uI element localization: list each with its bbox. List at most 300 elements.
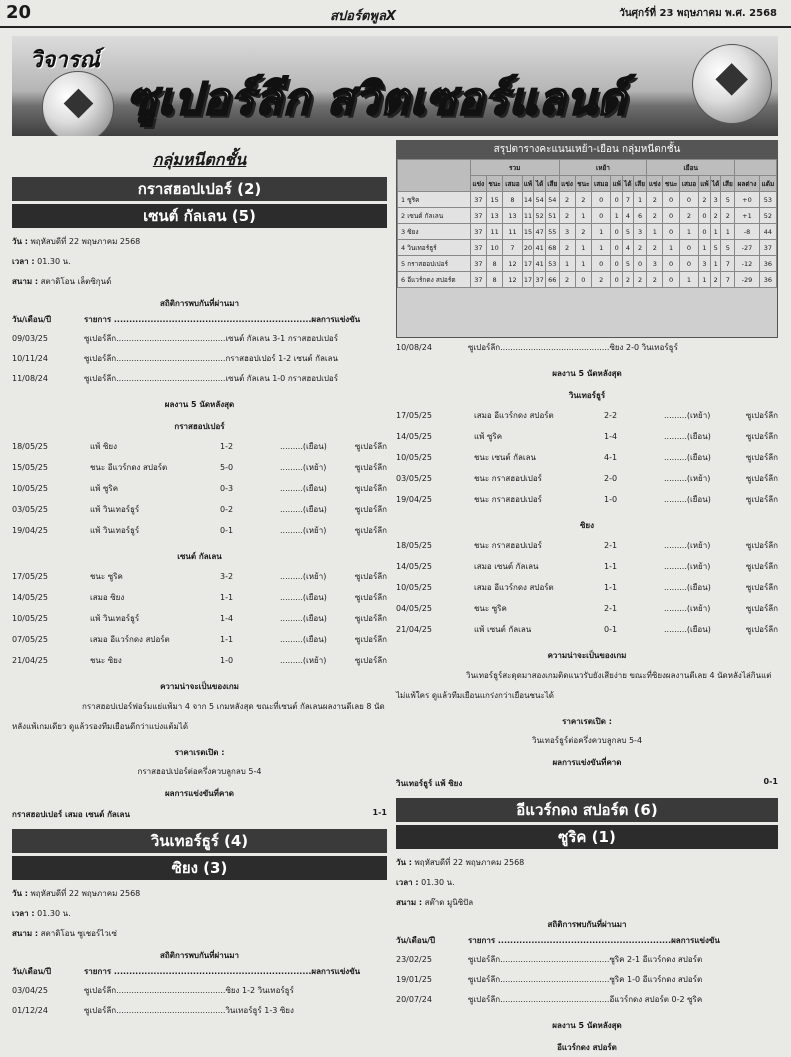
standings-cell: 8 — [486, 256, 503, 272]
form-opponent: ชนะ เซนต์ กัลเลน — [474, 453, 536, 462]
standings-cell: 11 — [486, 224, 503, 240]
standings-cell: 7 — [503, 240, 522, 256]
standings-cell: 0 — [592, 256, 611, 272]
standings-cell: 37 — [470, 256, 486, 272]
standings-cell: 5 — [721, 192, 735, 208]
standings-cell: 11 — [522, 208, 534, 224]
h2h-date: 11/08/24 — [12, 374, 48, 383]
standings-cell: 53 — [545, 256, 559, 272]
form-score: 0-1 — [220, 526, 234, 535]
standings-cell: 13 — [486, 208, 503, 224]
form-score: 5-0 — [220, 463, 234, 472]
standings-cell: 1 — [559, 256, 575, 272]
standings-col-header: เสีย — [545, 176, 559, 192]
form-title: ผลงาน 5 นัดหลังสุด — [552, 369, 622, 378]
form-score: 1-2 — [220, 442, 234, 451]
standings-cell: 3 — [647, 256, 663, 272]
standings-cell: 2 — [647, 272, 663, 288]
match-venue: สนาม : สตาดิโอน ซูเชอร์ไวเซ่ — [12, 929, 117, 938]
form-score: 3-2 — [220, 572, 234, 581]
standings-cell: 2 — [592, 272, 611, 288]
standings-cell: 54 — [534, 192, 546, 208]
standings-cell: 0 — [699, 224, 711, 240]
football-icon — [42, 71, 114, 136]
form-competition: ซูเปอร์ลีก — [354, 635, 387, 644]
standings-col-header: ชนะ — [575, 176, 592, 192]
standings-cell: 0 — [592, 192, 611, 208]
home-team-bar: วินเทอร์ธูร์ (4) — [12, 829, 387, 853]
standings-cell: 17 — [522, 272, 534, 288]
form-venue: .........(เยือน) — [280, 505, 327, 514]
form-opponent: ชนะ กราสฮอปเปอร์ — [474, 474, 542, 483]
predict-title: ผลการแข่งขันที่คาด — [164, 789, 234, 798]
standings-cell: 44 — [759, 224, 776, 240]
form-competition: ซูเปอร์ลีก — [354, 572, 387, 581]
standings-cell: 4 — [623, 240, 634, 256]
standings-cell: 52 — [534, 208, 546, 224]
form-date: 17/05/25 — [396, 411, 432, 420]
form-row — [12, 608, 387, 629]
form-row — [12, 478, 387, 499]
form-date: 21/04/25 — [396, 625, 432, 634]
standings-col-header: ได้ — [534, 176, 546, 192]
page-header — [0, 0, 791, 28]
form-venue: .........(เหย้า) — [280, 656, 327, 665]
h2h-header: วัน/เดือน/ปี รายการ .................................................................ผลการแข่งขัน — [12, 967, 361, 976]
form-score: 0-1 — [604, 625, 618, 634]
standings-cell: 2 — [710, 272, 721, 288]
h2h-row — [396, 338, 778, 358]
form-competition: ซูเปอร์ลีก — [745, 453, 778, 462]
standings-cell: 17 — [522, 256, 534, 272]
odds-title: ราคาเรตเปิด : — [562, 717, 612, 726]
standings-cell: 1 — [721, 224, 735, 240]
form-title: ผลงาน 5 นัดหลังสุด — [552, 1021, 622, 1030]
form-competition: ซูเปอร์ลีก — [745, 604, 778, 613]
form-competition: ซูเปอร์ลีก — [354, 505, 387, 514]
standings-cell: 7 — [721, 272, 735, 288]
standings-col-header: แพ้ — [611, 176, 623, 192]
standings-title: สรุปตารางคะแนนเหย้า-เยือน กลุ่มหนีตกชั้น — [397, 141, 777, 159]
form-row — [396, 489, 778, 510]
form-venue: .........(เยือน) — [664, 583, 711, 592]
h2h-row — [12, 349, 387, 369]
standings-table — [396, 140, 778, 338]
team-form-name: วินเทอร์ธูร์ — [568, 391, 606, 400]
form-date: 19/04/25 — [12, 526, 48, 535]
standings-cell: 41 — [534, 256, 546, 272]
standings-group-header: รวม — [470, 160, 559, 176]
standings-cell: 7 — [721, 256, 735, 272]
standings-cell: 0 — [592, 208, 611, 224]
standings-cell: 37 — [470, 208, 486, 224]
form-row — [12, 566, 387, 587]
standings-cell: 1 — [611, 208, 623, 224]
away-team-bar: ซิยง (3) — [12, 856, 387, 880]
form-competition: ซูเปอร์ลีก — [745, 625, 778, 634]
form-row — [12, 587, 387, 608]
standings-col-header: แต้ม — [759, 176, 776, 192]
form-opponent: เสมอ อีแวร์กดง สปอร์ต — [474, 583, 554, 592]
form-date: 10/05/25 — [12, 614, 48, 623]
standings-cell: 37 — [534, 272, 546, 288]
standings-cell: 0 — [663, 208, 680, 224]
form-row — [12, 520, 387, 541]
standings-cell: 0 — [611, 192, 623, 208]
standings-cell: 0 — [679, 192, 698, 208]
standings-cell: 1 — [633, 192, 647, 208]
standings-cell: 52 — [759, 208, 776, 224]
odds-text: วินเทอร์ธูร์ต่อครึ่งควบลูกลบ 5-4 — [531, 736, 643, 745]
form-opponent: แพ้ เซนต์ กัลเลน — [474, 625, 532, 634]
form-date: 14/05/25 — [396, 562, 432, 571]
form-date: 14/05/25 — [396, 432, 432, 441]
standings-cell: 3 — [699, 256, 711, 272]
standings-cell: -12 — [735, 256, 760, 272]
h2h-row — [396, 950, 778, 970]
standings-col-header: เสมอ — [679, 176, 698, 192]
form-competition: ซูเปอร์ลีก — [354, 442, 387, 451]
match-time: เวลา : 01.30 น. — [12, 257, 71, 266]
form-score: 1-1 — [604, 562, 618, 571]
form-opponent: เสมอ ซิยง — [90, 593, 125, 602]
standings-cell: 0 — [633, 256, 647, 272]
standings-cell: 20 — [522, 240, 534, 256]
form-opponent: แพ้ วินเทอร์ธูร์ — [90, 526, 140, 535]
form-date: 15/05/25 — [12, 463, 48, 472]
standings-col-header: เสีย — [721, 176, 735, 192]
standings-cell: 15 — [522, 224, 534, 240]
standings-cell: 10 — [486, 240, 503, 256]
standings-cell: 5 — [623, 256, 634, 272]
h2h-row — [396, 990, 778, 1010]
form-competition: ซูเปอร์ลีก — [745, 432, 778, 441]
standings-cell: -29 — [735, 272, 760, 288]
section-banner — [12, 36, 778, 136]
home-team-bar: กราสฮอปเปอร์ (2) — [12, 177, 387, 201]
standings-cell: 1 — [679, 272, 698, 288]
standings-col-header: เสมอ — [503, 176, 522, 192]
standings-cell: 1 — [699, 272, 711, 288]
form-score: 1-4 — [604, 432, 618, 441]
form-row — [12, 650, 387, 671]
standings-col-header: แข่ง — [559, 176, 575, 192]
h2h-header: วัน/เดือน/ปี รายการ .........................................................ผลการแข่งขัน — [396, 936, 720, 945]
h2h-result: ซูเปอร์ลีก...........................................อีแวร์กดง สปอร์ต 0-2 ซูริค — [468, 995, 703, 1004]
form-opponent: เสมอ อีแวร์กดง สปอร์ต — [474, 411, 554, 420]
standings-cell: 2 — [575, 192, 592, 208]
h2h-result: ซูเปอร์ลีก...........................................ซิยง 1-2 วินเทอร์ธูร์ — [84, 986, 294, 995]
form-date: 18/05/25 — [396, 541, 432, 550]
standings-col-header: ได้ — [623, 176, 634, 192]
h2h-row — [396, 970, 778, 990]
standings-cell: 1 — [592, 224, 611, 240]
form-date: 10/05/25 — [12, 484, 48, 493]
h2h-date: 19/01/25 — [396, 975, 432, 984]
standings-cell: 36 — [759, 272, 776, 288]
form-venue: .........(เหย้า) — [280, 463, 327, 472]
form-opponent: เสมอ อีแวร์กดง สปอร์ต — [90, 635, 170, 644]
standings-cell: 0 — [663, 256, 680, 272]
odds-text: กราสฮอปเปอร์ต่อครึ่งควบลูกลบ 5-4 — [137, 767, 262, 776]
form-date: 10/05/25 — [396, 583, 432, 592]
standings-row — [398, 192, 777, 208]
standings-cell: 2 — [647, 240, 663, 256]
standings-cell: 12 — [503, 256, 522, 272]
standings-col-header: แพ้ — [699, 176, 711, 192]
standings-cell: 14 — [522, 192, 534, 208]
standings-cell: +0 — [735, 192, 760, 208]
standings-cell: -8 — [735, 224, 760, 240]
form-row — [12, 457, 387, 478]
form-competition: ซูเปอร์ลีก — [354, 614, 387, 623]
form-opponent: ชนะ ซูริค — [474, 604, 507, 613]
standings-cell: 0 — [611, 256, 623, 272]
standings-cell: 2 — [721, 208, 735, 224]
standings-cell: 55 — [545, 224, 559, 240]
form-venue: .........(เหย้า) — [280, 526, 327, 535]
standings-cell: 37 — [470, 224, 486, 240]
form-row — [396, 405, 778, 426]
h2h-date: 10/08/24 — [396, 343, 432, 352]
form-venue: .........(เยือน) — [280, 484, 327, 493]
standings-cell: 5 — [721, 240, 735, 256]
form-row — [396, 426, 778, 447]
form-opponent: แพ้ ซิยง — [90, 442, 117, 451]
form-competition: ซูเปอร์ลีก — [745, 411, 778, 420]
match-day: วัน : พฤหัสบดีที่ 22 พฤษภาคม 2568 — [12, 237, 141, 246]
team-form-name: เซนต์ กัลเลน — [177, 552, 222, 561]
h2h-row — [12, 981, 387, 1001]
form-venue: .........(เหย้า) — [664, 541, 711, 550]
standings-cell: 2 — [633, 272, 647, 288]
standings-team: 2 เซนต์ กัลเลน — [398, 208, 471, 224]
form-date: 04/05/25 — [396, 604, 432, 613]
h2h-date: 20/07/24 — [396, 995, 432, 1004]
standings-cell: 3 — [633, 224, 647, 240]
standings-cell: 15 — [486, 192, 503, 208]
form-competition: ซูเปอร์ลีก — [745, 583, 778, 592]
standings-cell: 54 — [545, 192, 559, 208]
banner-subtitle: วิจารณ์ — [30, 48, 100, 73]
match-day: วัน : พฤหัสบดีที่ 22 พฤษภาคม 2568 — [396, 858, 525, 867]
standings-col-header: ชนะ — [663, 176, 680, 192]
form-venue: .........(เหย้า) — [280, 572, 327, 581]
form-competition: ซูเปอร์ลีก — [354, 484, 387, 493]
form-venue: .........(เหย้า) — [664, 604, 711, 613]
standings-cell: 2 — [647, 192, 663, 208]
h2h-date: 09/03/25 — [12, 334, 48, 343]
analysis-text: กราสฮอปเปอร์ฟอร์มแย่แพ้มา 4 จาก 5 เกมหลังสุด ขณะที่เซนต์ กัลเลนผลงานดีเลย 8 นัดหลังแพ้เกมเดียว ดูแล้วรองทีมเยือนดีกว่าแบ่งแต้มได้ — [12, 702, 385, 731]
standings-cell: 41 — [534, 240, 546, 256]
form-competition: ซูเปอร์ลีก — [745, 495, 778, 504]
standings-cell: 2 — [710, 208, 721, 224]
form-row — [12, 499, 387, 520]
form-score: 4-1 — [604, 453, 618, 462]
match-time: เวลา : 01.30 น. — [396, 878, 455, 887]
standings-cell: 5 — [623, 224, 634, 240]
standings-cell: +1 — [735, 208, 760, 224]
standings-cell: 2 — [559, 208, 575, 224]
h2h-result: ซูเปอร์ลีก...........................................ซิยง 2-0 วินเทอร์ธูร์ — [468, 343, 678, 352]
form-score: 1-0 — [604, 495, 618, 504]
standings-cell: 37 — [470, 192, 486, 208]
odds-title: ราคาเรตเปิด : — [174, 748, 225, 757]
form-score: 2-2 — [604, 411, 618, 420]
standings-col-header: ผลต่าง — [735, 176, 760, 192]
form-row — [396, 447, 778, 468]
standings-row — [398, 224, 777, 240]
h2h-result: ซูเปอร์ลีก...........................................ซูริค 1-0 อีแวร์กดง สปอร์ต — [468, 975, 703, 984]
form-date: 03/05/25 — [12, 505, 48, 514]
standings-cell: 0 — [611, 240, 623, 256]
form-opponent: ชนะ ซิยง — [90, 656, 122, 665]
form-row — [396, 619, 778, 640]
h2h-title: สถิติการพบกันที่ผ่านมา — [547, 920, 627, 929]
h2h-result: ซูเปอร์ลีก...........................................เซนต์ กัลเลน 3-1 กราสฮอปเปอร์ — [84, 334, 339, 343]
form-opponent: แพ้ ซูริค — [474, 432, 503, 441]
form-venue: .........(เยือน) — [280, 442, 327, 451]
form-date: 07/05/25 — [12, 635, 48, 644]
form-score: 1-1 — [220, 593, 234, 602]
form-opponent: เสมอ เซนต์ กัลเลน — [474, 562, 539, 571]
match-time: เวลา : 01.30 น. — [12, 909, 71, 918]
h2h-date: 01/12/24 — [12, 1006, 48, 1015]
form-opponent: ชนะ ซูริค — [90, 572, 123, 581]
form-row — [396, 535, 778, 556]
standings-row — [398, 256, 777, 272]
form-score: 0-3 — [220, 484, 234, 493]
form-venue: .........(เยือน) — [280, 593, 327, 602]
match-day: วัน : พฤหัสบดีที่ 22 พฤษภาคม 2568 — [12, 889, 141, 898]
standings-group-header: เหย้า — [559, 160, 647, 176]
form-score: 1-4 — [220, 614, 234, 623]
standings-cell: 0 — [611, 272, 623, 288]
football-icon — [692, 44, 772, 124]
form-venue: .........(เหย้า) — [664, 411, 711, 420]
standings-cell: 8 — [486, 272, 503, 288]
standings-cell: 1 — [647, 224, 663, 240]
h2h-result: ซูเปอร์ลีก...........................................ซูริค 2-1 อีแวร์กดง สปอร์ต — [468, 955, 703, 964]
standings-cell: 13 — [503, 208, 522, 224]
standings-cell: 5 — [710, 240, 721, 256]
h2h-row — [12, 1001, 387, 1021]
h2h-result: ซูเปอร์ลีก...........................................เซนต์ กัลเลน 1-0 กราสฮอปเปอร์ — [84, 374, 339, 383]
form-opponent: ชนะ อีแวร์กดง สปอร์ต — [90, 463, 168, 472]
form-row — [396, 468, 778, 489]
standings-team: 5 กราสฮอปเปอร์ — [398, 256, 471, 272]
standings-cell: 2 — [679, 208, 698, 224]
form-date: 10/05/25 — [396, 453, 432, 462]
h2h-result: ซูเปอร์ลีก...........................................กราสฮอปเปอร์ 1-2 เซนต์ กัลเลน — [84, 354, 339, 363]
standings-col-header: แข่ง — [470, 176, 486, 192]
standings-cell: 6 — [633, 208, 647, 224]
form-score: 2-1 — [604, 541, 618, 550]
standings-cell: 2 — [559, 240, 575, 256]
standings-cell: 1 — [663, 240, 680, 256]
standings-cell: 7 — [623, 192, 634, 208]
standings-cell: 1 — [679, 224, 698, 240]
form-venue: .........(เยือน) — [664, 495, 711, 504]
standings-cell: 37 — [470, 272, 486, 288]
form-title: ผลงาน 5 นัดหลังสุด — [164, 400, 235, 409]
standings-row — [398, 240, 777, 256]
standings-cell: 36 — [759, 256, 776, 272]
standings-cell: 53 — [759, 192, 776, 208]
form-score: 2-0 — [604, 474, 618, 483]
left-column — [12, 140, 387, 1021]
page-number: 20 — [6, 2, 32, 23]
standings-cell: 0 — [679, 256, 698, 272]
team-form-name: ซิยง — [579, 521, 595, 530]
issue-date: วันศุกร์ที่ 23 พฤษภาคม พ.ศ. 2568 — [619, 8, 777, 19]
form-venue: .........(เยือน) — [664, 625, 711, 634]
match-venue: สนาม : สต๊าด มูนิซิปัล — [396, 898, 474, 907]
form-competition: ซูเปอร์ลีก — [354, 593, 387, 602]
h2h-header: วัน/เดือน/ปี รายการ .................................................................ผลการแข่งขัน — [12, 315, 361, 324]
publication-name: สปอร์ตพูลX — [330, 9, 396, 24]
standings-col-header: แข่ง — [647, 176, 663, 192]
standings-team: 1 ซูริค — [398, 192, 471, 208]
banner-title: ซูเปอร์ลีก สวิตเซอร์แลนด์ — [127, 74, 627, 125]
form-opponent: แพ้ วินเทอร์ธูร์ — [90, 505, 140, 514]
standings-cell: 1 — [575, 208, 592, 224]
standings-cell: 3 — [710, 192, 721, 208]
h2h-result: ซูเปอร์ลีก...........................................วินเทอร์ธูร์ 1-3 ซิยง — [84, 1006, 294, 1015]
standings-cell: 2 — [633, 240, 647, 256]
form-row — [396, 577, 778, 598]
standings-cell: 1 — [575, 240, 592, 256]
likely-title: ความน่าจะเป็นของเกม — [160, 682, 239, 691]
standings-cell: 11 — [503, 224, 522, 240]
team-form-name: อีแวร์กดง สปอร์ต — [557, 1043, 617, 1052]
form-competition: ซูเปอร์ลีก — [354, 656, 387, 665]
form-competition: ซูเปอร์ลีก — [745, 562, 778, 571]
away-team-bar: เซนต์ กัลเลน (5) — [12, 204, 387, 228]
form-row — [12, 436, 387, 457]
standings-cell: 1 — [575, 256, 592, 272]
standings-cell: 2 — [559, 192, 575, 208]
form-opponent: แพ้ ซูริค — [90, 484, 119, 493]
prediction: วินเทอร์ธูร์ แพ้ ซิยง 0-1 — [396, 777, 778, 788]
form-row — [12, 629, 387, 650]
form-venue: .........(เยือน) — [280, 635, 327, 644]
standings-team: 3 ซิยง — [398, 224, 471, 240]
form-venue: .........(เหย้า) — [664, 474, 711, 483]
standings-cell: 37 — [470, 240, 486, 256]
standings-cell: 3 — [559, 224, 575, 240]
form-score: 0-2 — [220, 505, 234, 514]
standings-cell: 0 — [663, 272, 680, 288]
away-team-bar: ซูริค (1) — [396, 825, 778, 849]
form-score: 1-1 — [604, 583, 618, 592]
form-competition: ซูเปอร์ลีก — [745, 541, 778, 550]
standings-cell: 2 — [559, 272, 575, 288]
form-date: 14/05/25 — [12, 593, 48, 602]
team-form-name: กราสฮอปเปอร์ — [174, 422, 225, 431]
standings-cell: 51 — [545, 208, 559, 224]
h2h-date: 10/11/24 — [12, 354, 48, 363]
standings-col-header: ชนะ — [486, 176, 503, 192]
standings-cell: 0 — [611, 224, 623, 240]
form-score: 1-0 — [220, 656, 234, 665]
form-competition: ซูเปอร์ลีก — [354, 526, 387, 535]
home-team-bar: อีแวร์กดง สปอร์ต (6) — [396, 798, 778, 822]
form-venue: .........(เยือน) — [280, 614, 327, 623]
standings-cell: 0 — [663, 192, 680, 208]
standings-cell: 66 — [545, 272, 559, 288]
form-row — [396, 598, 778, 619]
